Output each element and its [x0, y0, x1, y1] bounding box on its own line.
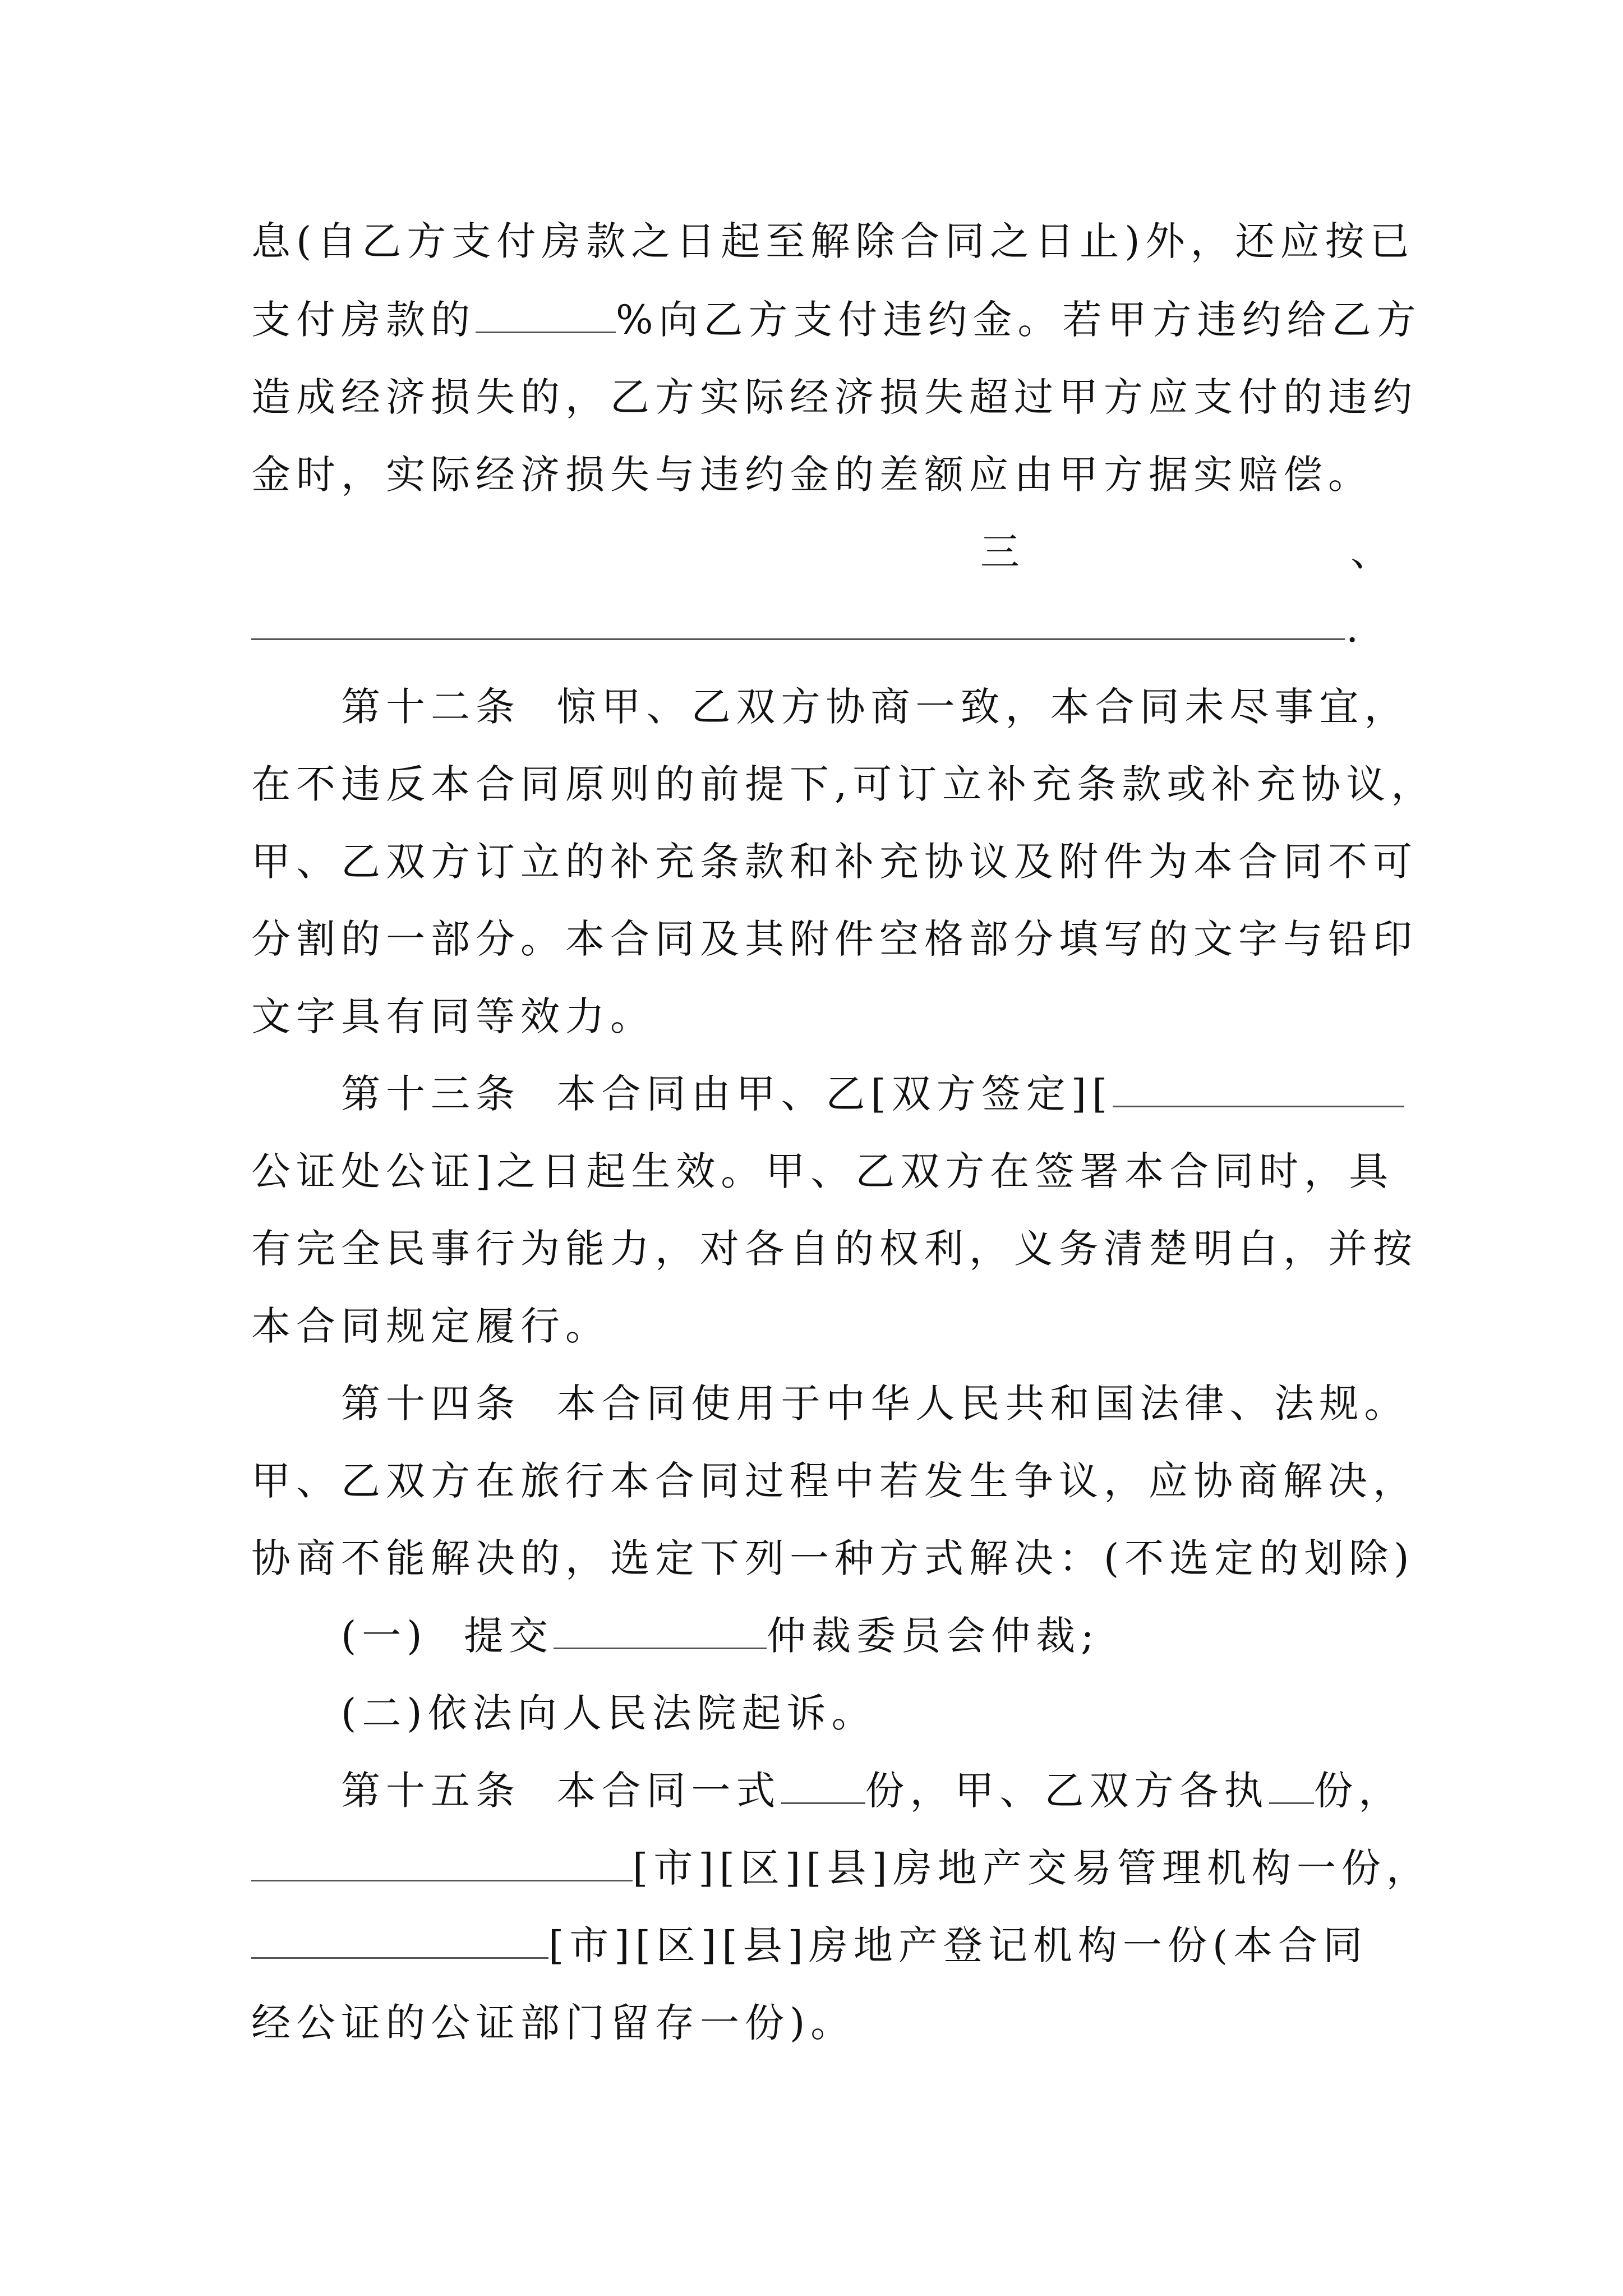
transaction-city-blank[interactable] — [251, 1846, 633, 1881]
clause-14-line-2: 甲、乙双方在旅行本合同过程中若发生争议，应协商解决， — [251, 1458, 1418, 1504]
copies-total-blank[interactable] — [781, 1769, 865, 1804]
clause-15-line-3 — [251, 1923, 1368, 1968]
section-three-title-blank[interactable] — [251, 638, 1345, 640]
clause-12-line-3: 甲、乙双方订立的补充条款和补充协议及附件为本合同不可 — [251, 839, 1418, 885]
clause-13-line-1-text: 第十三条 本合同由甲、乙[双方签定][ — [341, 1071, 1113, 1117]
copies-each-blank[interactable] — [1269, 1769, 1314, 1804]
clause-11-line-2 — [251, 297, 1422, 342]
clause-15-line-4: 经公证的公证部门留存一份)。 — [251, 2000, 856, 2046]
clause-14-option-2: (二)依法向人民法院起诉。 — [341, 1690, 877, 1736]
clause-14-line-1: 第十四条 本合同使用于中华人民共和国法律、法规。 — [341, 1381, 1409, 1427]
clause-15-line-3-text: [市][区][县]房地产登记机构一份(本合同 — [548, 1922, 1368, 1968]
clause-15-line-2-text: [市][区][县]房地产交易管理机构一份， — [633, 1845, 1431, 1891]
notary-office-blank[interactable] — [1113, 1072, 1404, 1107]
clause-12-line-4: 分割的一部分。本合同及其附件空格部分填写的文字与铅印 — [251, 916, 1418, 962]
clause-12-line-2: 在不违反本合同原则的前提下,可订立补充条款或补充协议， — [251, 761, 1436, 807]
clause-12-line-5: 文字具有同等效力。 — [251, 993, 655, 1039]
clause-13-line-4: 本合同规定履行。 — [251, 1303, 610, 1349]
clause-15-line-1-end: 份， — [1313, 1768, 1404, 1814]
section-three-numeral: 三 — [980, 529, 1025, 575]
clause-14-option-1 — [341, 1613, 1100, 1658]
clause-11-line-1: 息(自乙方支付房款之日起至解除合同之日止)外，还应按已 — [251, 218, 1415, 264]
clause-11-line-2-end: %向乙方支付违约金。若甲方违约给乙方 — [616, 297, 1422, 343]
option-1-start: (一) 提交 — [341, 1613, 554, 1659]
clause-13-line-1 — [341, 1071, 1404, 1116]
section-three-end-dot: . — [1346, 605, 1364, 651]
clause-11-line-2-start: 支付房款的 — [251, 297, 476, 343]
penalty-percent-blank[interactable] — [476, 298, 616, 333]
option-1-end: 仲裁委员会仲裁; — [767, 1613, 1100, 1659]
section-three-mark: 、 — [1350, 529, 1395, 575]
clause-15-line-2 — [251, 1846, 1431, 1890]
clause-15-line-1 — [341, 1768, 1404, 1813]
clause-15-line-1-start: 第十五条 本合同一式 — [341, 1768, 781, 1814]
clause-11-line-4: 金时，实际经济损失与违约金的差额应由甲方据实赔偿。 — [251, 452, 1373, 498]
clause-15-line-1-mid: 份，甲、乙双方各执 — [865, 1768, 1269, 1814]
clause-11-line-3: 造成经济损失的，乙方实际经济损失超过甲方应支付的违约 — [251, 374, 1418, 420]
clause-12-line-1: 第十二条 惊甲、乙双方协商一致，本合同未尽事宜， — [341, 684, 1409, 730]
clause-14-line-3: 协商不能解决的，选定下列一种方式解决：(不选定的划除) — [251, 1535, 1415, 1581]
clause-13-line-3: 有完全民事行为能力，对各自的权利，义务清楚明白，并按 — [251, 1226, 1418, 1272]
arbitration-committee-blank[interactable] — [554, 1614, 767, 1649]
clause-13-line-2: 公证处公证]之日起生效。甲、乙双方在签署本合同时，具 — [251, 1148, 1394, 1194]
registration-city-blank[interactable] — [251, 1924, 548, 1959]
